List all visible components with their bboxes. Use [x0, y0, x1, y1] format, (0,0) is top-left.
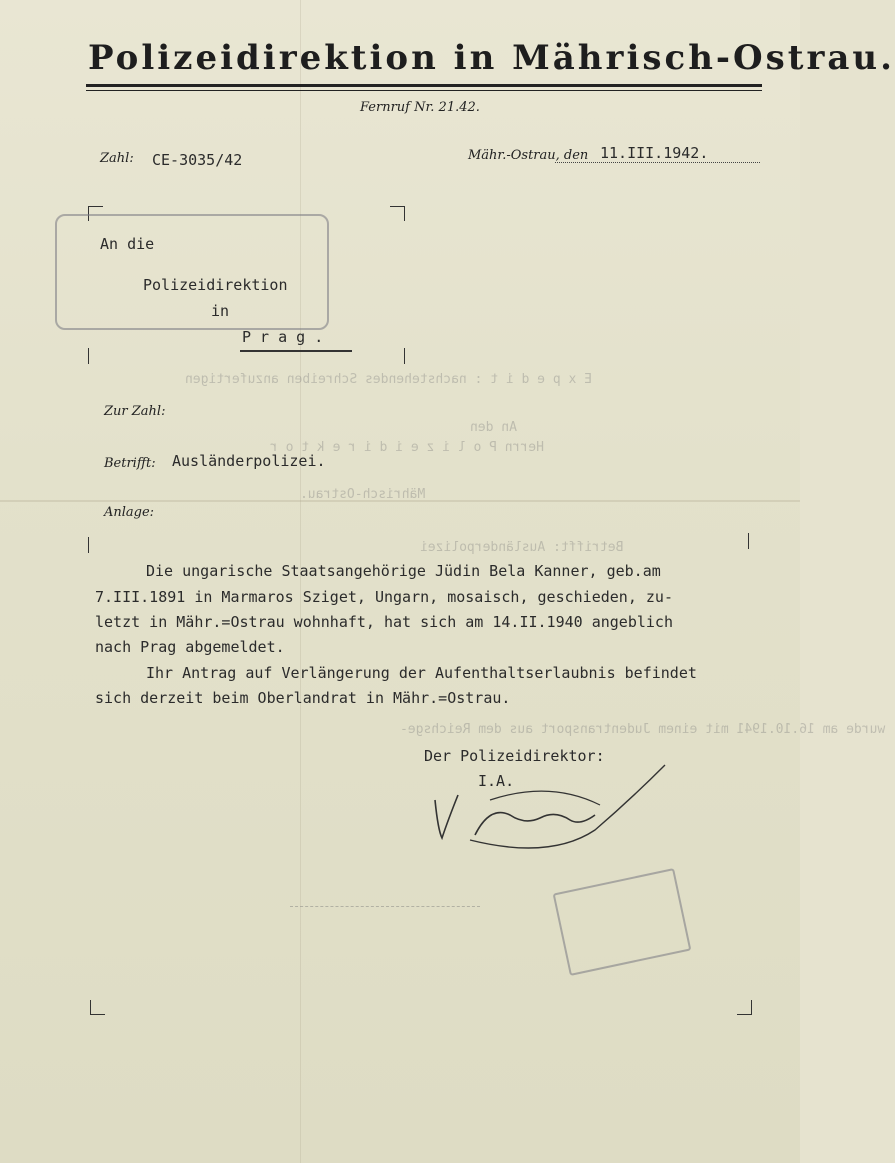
bleed-through-text: Betrifft: Ausländerpolizei [420, 540, 624, 555]
body-line: letzt in Mähr.=Ostrau wohnhaft, hat sich am 14.II.1940 angeblich [95, 613, 673, 631]
address-corner-mark [404, 348, 405, 364]
bleed-through-line [290, 905, 480, 907]
closing-ia: I.A. [478, 772, 515, 790]
paper-crease [300, 0, 301, 1163]
handwritten-signature [430, 760, 680, 860]
margin-mark [748, 533, 749, 549]
letter-date: 11.III.1942. [600, 144, 709, 162]
betrifft-label: Betrifft: [104, 456, 156, 471]
place-date-label: Mähr.-Ostrau, den [468, 148, 589, 163]
bleed-through-text: Mährisch-Ostrau. [300, 487, 426, 502]
letterhead-rule [86, 84, 762, 87]
reference-value: CE-3035/42 [152, 151, 243, 169]
address-line-1: An die [100, 235, 155, 253]
zur-zahl-label: Zur Zahl: [104, 404, 166, 419]
body-line: nach Prag abgemeldet. [95, 638, 285, 656]
body-line: Ihr Antrag auf Verlängerung der Aufenthaltserlaubnis befindet [146, 664, 697, 682]
bleed-through-text: Herrn P o l i z e i d i r e k t o r [270, 440, 544, 455]
betrifft-value: Ausländerpolizei. [172, 452, 326, 470]
address-line-3: in [211, 302, 230, 320]
letterhead-rule-thin [86, 90, 762, 91]
address-corner-mark [390, 206, 405, 221]
reception-stamp [55, 214, 329, 330]
address-line-2: Polizeidirektion [143, 276, 288, 294]
closing-title: Der Polizeidirektor: [424, 747, 605, 765]
body-line: sich derzeit beim Oberlandrat in Mähr.=Ostrau. [95, 689, 511, 707]
anlage-label: Anlage: [104, 505, 155, 520]
date-dotted-line [555, 162, 760, 163]
bleed-through-text: E x p e d i t : nachstehendes Schreiben anzufertigen [185, 372, 592, 387]
phone-number: Fernruf Nr. 21.42. [360, 100, 480, 115]
address-underline [240, 350, 352, 352]
body-line: Die ungarische Staatsangehörige Jüdin Bela Kanner, geb.am [146, 562, 661, 580]
margin-mark [90, 1000, 105, 1015]
margin-mark [737, 1000, 752, 1015]
bleed-through-text: An den [470, 420, 517, 435]
address-corner-mark [88, 348, 89, 364]
reference-label: Zahl: [100, 151, 134, 166]
letterhead-title: Polizeidirektion in Mährisch-Ostrau. [88, 38, 895, 78]
body-line: 7.III.1891 in Marmaros Sziget, Ungarn, mosaisch, geschieden, zu- [95, 588, 673, 606]
address-line-4: P r a g . [242, 328, 324, 346]
bleed-through-text: wurde am 16.10.1941 mit einem Judentransport aus dem Reichsge- [400, 722, 886, 737]
margin-mark [88, 537, 89, 553]
